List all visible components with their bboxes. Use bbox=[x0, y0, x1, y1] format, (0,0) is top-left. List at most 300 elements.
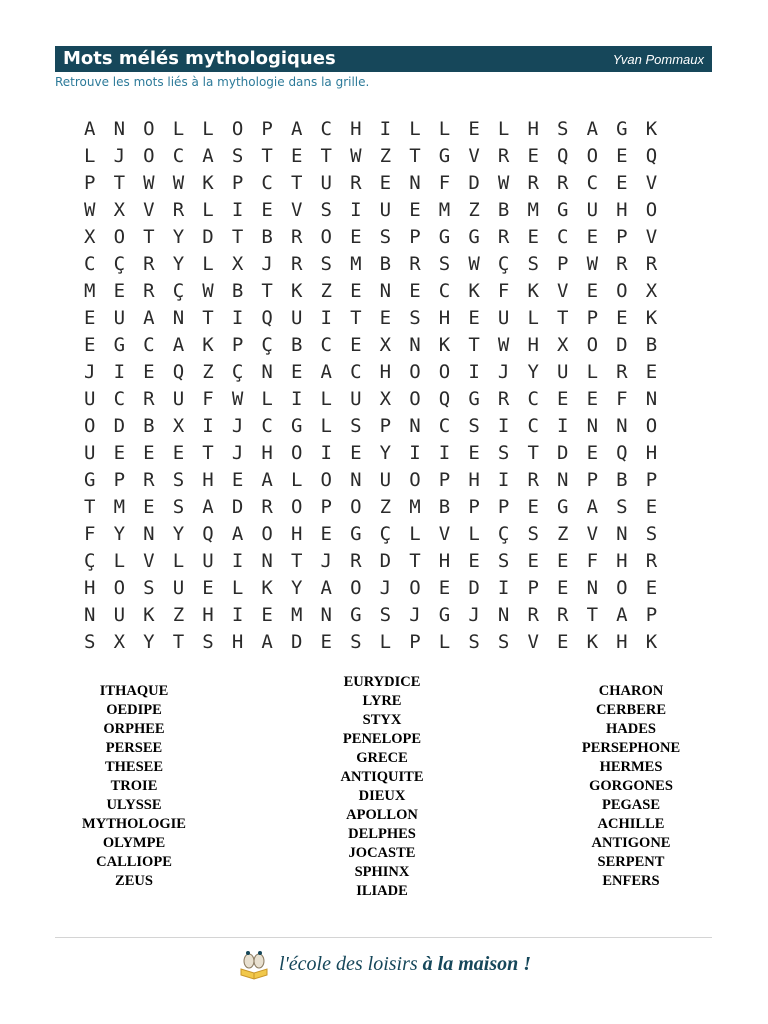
grid-cell: M bbox=[290, 604, 303, 626]
grid-cell: V bbox=[527, 631, 539, 653]
grid-cell: M bbox=[438, 199, 451, 221]
grid-cell: H bbox=[379, 361, 392, 383]
grid-row bbox=[75, 359, 696, 386]
grid-cell: G bbox=[468, 388, 480, 410]
grid-cell: L bbox=[379, 631, 392, 653]
grid-cell: O bbox=[409, 361, 421, 383]
grid-cell: E bbox=[320, 523, 332, 545]
grid-cell: E bbox=[261, 604, 273, 626]
footer bbox=[0, 944, 768, 984]
grid-cell: N bbox=[409, 172, 421, 194]
grid-cell: S bbox=[84, 631, 96, 653]
grid-cell: S bbox=[497, 631, 510, 653]
grid-cell: N bbox=[84, 604, 96, 626]
grid-cell: T bbox=[202, 307, 214, 329]
grid-cell: R bbox=[172, 199, 185, 221]
grid-cell: J bbox=[231, 442, 244, 464]
grid-cell: Q bbox=[172, 361, 185, 383]
grid-row bbox=[75, 332, 696, 359]
grid-cell: R bbox=[350, 550, 362, 572]
grid-row bbox=[75, 143, 696, 170]
grid-cell: T bbox=[231, 226, 244, 248]
word-list-item: EURYDICE bbox=[343, 674, 421, 690]
grid-cell: N bbox=[409, 415, 421, 437]
grid-cell: N bbox=[113, 118, 126, 140]
grid-cell: M bbox=[409, 496, 421, 518]
grid-cell: G bbox=[350, 604, 362, 626]
grid-cell: D bbox=[231, 496, 244, 518]
grid-cell: L bbox=[409, 523, 421, 545]
word-list-item: LYRE bbox=[362, 693, 402, 709]
grid-cell: C bbox=[261, 172, 273, 194]
word-list-column-3 bbox=[551, 682, 711, 891]
grid-cell: N bbox=[261, 361, 273, 383]
grid-cell: T bbox=[202, 442, 214, 464]
grid-cell: D bbox=[468, 172, 480, 194]
grid-cell: N bbox=[143, 523, 155, 545]
grid-cell: U bbox=[320, 172, 332, 194]
grid-cell: D bbox=[113, 415, 126, 437]
grid-cell: D bbox=[616, 334, 628, 356]
grid-cell: V bbox=[586, 523, 599, 545]
grid-cell: A bbox=[172, 334, 185, 356]
grid-cell: R bbox=[497, 145, 510, 167]
grid-cell: I bbox=[350, 199, 362, 221]
grid-cell: R bbox=[557, 604, 569, 626]
grid-cell: U bbox=[379, 469, 392, 491]
grid-cell: S bbox=[172, 469, 185, 491]
grid-cell: S bbox=[320, 199, 332, 221]
grid-cell: E bbox=[527, 145, 539, 167]
grid-cell: Ç bbox=[379, 523, 392, 545]
grid-cell: D bbox=[468, 577, 480, 599]
grid-cell: V bbox=[645, 172, 658, 194]
grid-cell: E bbox=[468, 442, 480, 464]
grid-cell: O bbox=[645, 199, 658, 221]
grid-cell: U bbox=[586, 199, 599, 221]
grid-row bbox=[75, 278, 696, 305]
grid-cell: E bbox=[350, 442, 362, 464]
grid-cell: B bbox=[438, 496, 451, 518]
grid-cell: P bbox=[586, 469, 599, 491]
grid-cell: T bbox=[261, 280, 273, 302]
grid-cell: E bbox=[172, 442, 185, 464]
grid-cell: U bbox=[84, 388, 96, 410]
grid-row bbox=[75, 224, 696, 251]
grid-cell: B bbox=[261, 226, 273, 248]
grid-cell: H bbox=[202, 604, 214, 626]
grid-cell: Q bbox=[202, 523, 214, 545]
grid-cell: S bbox=[468, 631, 480, 653]
word-list-item: ANTIQUITE bbox=[340, 769, 424, 785]
grid-cell: E bbox=[586, 442, 599, 464]
grid-cell: E bbox=[290, 145, 303, 167]
grid-cell: P bbox=[113, 469, 126, 491]
grid-cell: I bbox=[231, 550, 244, 572]
grid-cell: P bbox=[645, 604, 658, 626]
grid-cell: I bbox=[497, 577, 510, 599]
grid-row bbox=[75, 386, 696, 413]
grid-cell: H bbox=[290, 523, 303, 545]
grid-cell: S bbox=[527, 523, 539, 545]
word-list-item: ORPHEE bbox=[103, 721, 165, 737]
grid-cell: R bbox=[527, 172, 539, 194]
grid-cell: O bbox=[290, 496, 303, 518]
grid-cell: W bbox=[468, 253, 480, 275]
grid-cell: N bbox=[261, 550, 273, 572]
grid-cell: C bbox=[557, 226, 569, 248]
grid-cell: E bbox=[350, 226, 362, 248]
grid-cell: F bbox=[84, 523, 96, 545]
grid-cell: D bbox=[557, 442, 569, 464]
grid-cell: C bbox=[261, 415, 273, 437]
grid-cell: Q bbox=[261, 307, 273, 329]
grid-cell: P bbox=[616, 226, 628, 248]
grid-cell: X bbox=[172, 415, 185, 437]
word-list-item: GORGONES bbox=[589, 778, 673, 794]
book-reader-icon bbox=[237, 947, 271, 981]
grid-cell: P bbox=[557, 253, 569, 275]
grid-cell: E bbox=[557, 577, 569, 599]
grid-cell: S bbox=[172, 496, 185, 518]
grid-cell: R bbox=[261, 496, 273, 518]
grid-cell: L bbox=[320, 388, 332, 410]
grid-cell: O bbox=[231, 118, 244, 140]
grid-row bbox=[75, 467, 696, 494]
grid-row bbox=[75, 116, 696, 143]
grid-cell: L bbox=[113, 550, 126, 572]
grid-cell: T bbox=[172, 631, 185, 653]
grid-cell: O bbox=[438, 361, 451, 383]
word-list-item: ACHILLE bbox=[597, 816, 665, 832]
grid-cell: F bbox=[497, 280, 510, 302]
grid-cell: H bbox=[527, 334, 539, 356]
grid-cell: R bbox=[616, 361, 628, 383]
grid-row bbox=[75, 413, 696, 440]
grid-cell: N bbox=[379, 280, 392, 302]
grid-cell: I bbox=[468, 361, 480, 383]
word-list-column-1 bbox=[54, 682, 214, 891]
grid-cell: R bbox=[290, 253, 303, 275]
grid-cell: K bbox=[527, 280, 539, 302]
grid-cell: Y bbox=[143, 631, 155, 653]
grid-cell: D bbox=[290, 631, 303, 653]
grid-cell: O bbox=[320, 226, 332, 248]
grid-cell: L bbox=[586, 361, 599, 383]
grid-cell: S bbox=[497, 550, 510, 572]
grid-cell: C bbox=[438, 415, 451, 437]
grid-cell: C bbox=[143, 334, 155, 356]
grid-cell: G bbox=[616, 118, 628, 140]
grid-cell: C bbox=[320, 118, 332, 140]
word-list-item: THESEE bbox=[104, 759, 164, 775]
grid-cell: T bbox=[468, 334, 480, 356]
grid-cell: L bbox=[231, 577, 244, 599]
grid-cell: Y bbox=[172, 253, 185, 275]
word-list-item: STYX bbox=[362, 712, 402, 728]
grid-cell: S bbox=[320, 253, 332, 275]
grid-cell: N bbox=[172, 307, 185, 329]
grid-cell: K bbox=[645, 307, 658, 329]
grid-cell: O bbox=[320, 469, 332, 491]
grid-cell: S bbox=[379, 226, 392, 248]
grid-cell: H bbox=[202, 469, 214, 491]
brand-logo-text: l'école des loisirs à la maison ! bbox=[278, 952, 532, 975]
grid-cell: T bbox=[290, 172, 303, 194]
grid-cell: U bbox=[290, 307, 303, 329]
grid-cell: S bbox=[379, 604, 392, 626]
grid-row bbox=[75, 548, 696, 575]
grid-cell: O bbox=[616, 577, 628, 599]
grid-cell: E bbox=[202, 577, 214, 599]
grid-cell: S bbox=[202, 631, 214, 653]
grid-cell: U bbox=[350, 388, 362, 410]
grid-cell: I bbox=[497, 469, 510, 491]
grid-cell: F bbox=[616, 388, 628, 410]
grid-cell: O bbox=[409, 469, 421, 491]
grid-cell: T bbox=[320, 145, 332, 167]
grid-cell: C bbox=[586, 172, 599, 194]
grid-cell: P bbox=[645, 469, 658, 491]
grid-cell: Z bbox=[202, 361, 214, 383]
grid-cell: U bbox=[113, 307, 126, 329]
grid-cell: M bbox=[350, 253, 362, 275]
word-list-item: ILIADE bbox=[356, 883, 408, 899]
grid-cell: H bbox=[616, 550, 628, 572]
grid-cell: R bbox=[497, 388, 510, 410]
grid-cell: R bbox=[350, 172, 362, 194]
grid-cell: H bbox=[616, 631, 628, 653]
grid-cell: J bbox=[497, 361, 510, 383]
grid-cell: H bbox=[231, 631, 244, 653]
grid-cell: I bbox=[557, 415, 569, 437]
grid-cell: L bbox=[261, 388, 273, 410]
word-list-item: DIEUX bbox=[358, 788, 406, 804]
grid-cell: A bbox=[320, 361, 332, 383]
grid-cell: P bbox=[320, 496, 332, 518]
grid-cell: E bbox=[350, 280, 362, 302]
grid-cell: S bbox=[497, 442, 510, 464]
grid-cell: T bbox=[350, 307, 362, 329]
grid-cell: T bbox=[261, 145, 273, 167]
grid-cell: W bbox=[497, 334, 510, 356]
grid-cell: L bbox=[84, 145, 96, 167]
grid-cell: O bbox=[645, 415, 658, 437]
grid-cell: W bbox=[231, 388, 244, 410]
grid-cell: C bbox=[350, 361, 362, 383]
grid-cell: C bbox=[84, 253, 96, 275]
grid-cell: S bbox=[409, 307, 421, 329]
grid-cell: A bbox=[586, 118, 599, 140]
grid-cell: G bbox=[438, 604, 451, 626]
grid-cell: J bbox=[231, 415, 244, 437]
grid-cell: I bbox=[438, 442, 451, 464]
grid-cell: P bbox=[497, 496, 510, 518]
grid-cell: X bbox=[113, 199, 126, 221]
grid-row bbox=[75, 575, 696, 602]
grid-cell: T bbox=[84, 496, 96, 518]
grid-cell: E bbox=[438, 577, 451, 599]
grid-cell: A bbox=[320, 577, 332, 599]
grid-cell: Ç bbox=[497, 523, 510, 545]
grid-cell: U bbox=[557, 361, 569, 383]
grid-cell: S bbox=[616, 496, 628, 518]
grid-cell: R bbox=[645, 550, 658, 572]
grid-cell: J bbox=[468, 604, 480, 626]
word-list-item: PEGASE bbox=[601, 797, 660, 813]
grid-cell: Z bbox=[557, 523, 569, 545]
grid-cell: L bbox=[409, 118, 421, 140]
grid-cell: Y bbox=[379, 442, 392, 464]
grid-row bbox=[75, 440, 696, 467]
grid-row bbox=[75, 305, 696, 332]
grid-cell: O bbox=[290, 442, 303, 464]
grid-row bbox=[75, 251, 696, 278]
grid-row bbox=[75, 602, 696, 629]
grid-cell: S bbox=[468, 415, 480, 437]
grid-cell: B bbox=[379, 253, 392, 275]
grid-cell: L bbox=[438, 631, 451, 653]
word-list-item: PERSEE bbox=[105, 740, 163, 756]
grid-cell: K bbox=[468, 280, 480, 302]
grid-cell: X bbox=[379, 388, 392, 410]
grid-row bbox=[75, 494, 696, 521]
grid-cell: C bbox=[320, 334, 332, 356]
grid-cell: R bbox=[409, 253, 421, 275]
grid-cell: G bbox=[113, 334, 126, 356]
grid-cell: Ç bbox=[172, 280, 185, 302]
grid-cell: T bbox=[557, 307, 569, 329]
grid-cell: X bbox=[557, 334, 569, 356]
grid-cell: T bbox=[409, 550, 421, 572]
grid-cell: I bbox=[320, 442, 332, 464]
grid-cell: X bbox=[379, 334, 392, 356]
grid-cell: E bbox=[290, 361, 303, 383]
grid-cell: V bbox=[143, 550, 155, 572]
grid-cell: G bbox=[350, 523, 362, 545]
grid-cell: E bbox=[143, 442, 155, 464]
grid-cell: K bbox=[645, 118, 658, 140]
grid-cell: N bbox=[320, 604, 332, 626]
grid-cell: I bbox=[409, 442, 421, 464]
footer-divider bbox=[55, 937, 712, 938]
grid-cell: W bbox=[172, 172, 185, 194]
grid-cell: S bbox=[527, 253, 539, 275]
grid-cell: K bbox=[438, 334, 451, 356]
grid-cell: C bbox=[527, 415, 539, 437]
grid-cell: E bbox=[645, 577, 658, 599]
grid-cell: E bbox=[557, 550, 569, 572]
grid-cell: V bbox=[143, 199, 155, 221]
grid-cell: K bbox=[202, 334, 214, 356]
grid-cell: K bbox=[645, 631, 658, 653]
grid-cell: Z bbox=[468, 199, 480, 221]
grid-cell: E bbox=[84, 334, 96, 356]
grid-cell: P bbox=[379, 415, 392, 437]
grid-cell: E bbox=[616, 307, 628, 329]
grid-cell: G bbox=[557, 199, 569, 221]
grid-cell: W bbox=[84, 199, 96, 221]
grid-cell: S bbox=[143, 577, 155, 599]
word-list-item: ITHAQUE bbox=[99, 683, 169, 699]
grid-cell: N bbox=[557, 469, 569, 491]
grid-cell: F bbox=[586, 550, 599, 572]
word-list-item: CALLIOPE bbox=[96, 854, 172, 870]
grid-cell: O bbox=[586, 334, 599, 356]
grid-cell: L bbox=[527, 307, 539, 329]
grid-cell: R bbox=[645, 253, 658, 275]
grid-cell: B bbox=[497, 199, 510, 221]
grid-cell: B bbox=[616, 469, 628, 491]
grid-cell: N bbox=[616, 415, 628, 437]
grid-cell: E bbox=[379, 172, 392, 194]
grid-cell: I bbox=[113, 361, 126, 383]
grid-cell: P bbox=[409, 631, 421, 653]
grid-cell: S bbox=[438, 253, 451, 275]
grid-cell: U bbox=[172, 388, 185, 410]
word-list-item: ENFERS bbox=[602, 873, 660, 889]
word-list-item: CHARON bbox=[598, 683, 664, 699]
grid-cell: L bbox=[468, 523, 480, 545]
grid-cell: V bbox=[557, 280, 569, 302]
word-list-item: GRECE bbox=[356, 750, 408, 766]
grid-cell: H bbox=[616, 199, 628, 221]
grid-cell: G bbox=[290, 415, 303, 437]
grid-cell: H bbox=[645, 442, 658, 464]
grid-cell: L bbox=[202, 118, 214, 140]
grid-cell: Z bbox=[320, 280, 332, 302]
grid-cell: H bbox=[350, 118, 362, 140]
grid-cell: R bbox=[143, 388, 155, 410]
grid-cell: H bbox=[438, 550, 451, 572]
word-list-item: HADES bbox=[606, 721, 656, 737]
word-list-item: PERSEPHONE bbox=[581, 740, 681, 756]
grid-cell: G bbox=[84, 469, 96, 491]
grid-cell: L bbox=[172, 118, 185, 140]
grid-cell: C bbox=[172, 145, 185, 167]
grid-cell: P bbox=[231, 334, 244, 356]
grid-cell: W bbox=[143, 172, 155, 194]
grid-cell: G bbox=[438, 145, 451, 167]
grid-cell: Ç bbox=[84, 550, 96, 572]
grid-cell: G bbox=[468, 226, 480, 248]
grid-cell: J bbox=[379, 577, 392, 599]
grid-cell: F bbox=[438, 172, 451, 194]
word-list-item: ULYSSE bbox=[106, 797, 162, 813]
grid-cell: R bbox=[143, 280, 155, 302]
grid-cell: G bbox=[557, 496, 569, 518]
grid-cell: O bbox=[261, 523, 273, 545]
grid-cell: Ç bbox=[497, 253, 510, 275]
word-list-item: SPHINX bbox=[354, 864, 410, 880]
grid-cell: E bbox=[113, 280, 126, 302]
grid-cell: Z bbox=[379, 496, 392, 518]
grid-cell: N bbox=[586, 577, 599, 599]
word-list-item: ZEUS bbox=[115, 873, 153, 889]
word-list-item: DELPHES bbox=[348, 826, 416, 842]
grid-cell: I bbox=[231, 307, 244, 329]
grid-cell: E bbox=[143, 361, 155, 383]
grid-cell: E bbox=[261, 199, 273, 221]
grid-cell: U bbox=[497, 307, 510, 329]
grid-cell: B bbox=[290, 334, 303, 356]
grid-cell: E bbox=[527, 550, 539, 572]
word-list-item: OEDIPE bbox=[106, 702, 162, 718]
grid-cell: U bbox=[172, 577, 185, 599]
grid-cell: O bbox=[409, 388, 421, 410]
grid-cell: P bbox=[84, 172, 96, 194]
grid-cell: A bbox=[84, 118, 96, 140]
